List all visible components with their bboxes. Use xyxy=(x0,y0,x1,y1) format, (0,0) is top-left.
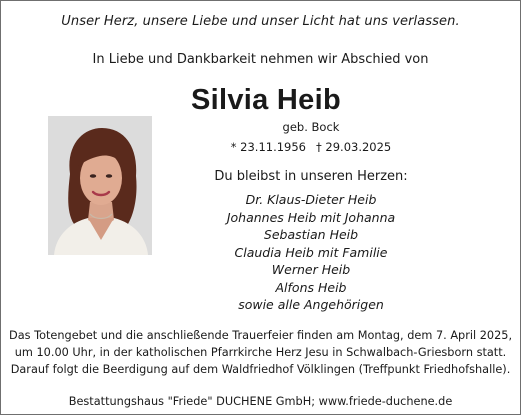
funeral-home-footer: Bestattungshaus "Friede" DUCHENE GmbH; www.friede-duchene.de xyxy=(68,395,453,408)
heart-line: Du bleibst in unseren Herzen: xyxy=(214,169,408,184)
service-line: Das Totengebet und die anschließende Trauerfeier finden am Montag, dem 7. April 2025, xyxy=(9,329,513,342)
mourner-item: sowie alle Angehörigen xyxy=(238,297,384,312)
death-date: † 29.03.2025 xyxy=(316,140,392,154)
mourner-item: Dr. Klaus-Dieter Heib xyxy=(245,192,377,207)
maiden-name: geb. Bock xyxy=(282,120,340,134)
service-details xyxy=(9,327,512,378)
service-line: Darauf folgt die Beerdigung auf dem Waldfriedhof Völklingen (Treffpunkt Friedhofshalle). xyxy=(10,363,511,376)
deceased-name: Silvia Heib xyxy=(191,84,341,116)
life-dates xyxy=(161,140,461,154)
service-line: um 10.00 Uhr, in der katholischen Pfarrkirche Herz Jesu in Schwalbach-Griesborn statt. xyxy=(14,346,507,359)
mourner-item: Johannes Heib mit Johanna xyxy=(226,209,396,225)
birth-date: * 23.11.1956 xyxy=(230,140,306,154)
motto-line: Unser Herz, unsere Liebe und unser Licht hat uns verlassen. xyxy=(61,14,460,29)
intro-line: In Liebe und Dankbarkeit nehmen wir Abschied von xyxy=(92,52,429,67)
mourners-list xyxy=(161,191,461,314)
mourner-item: Alfons Heib xyxy=(275,279,347,295)
mourner-item: Werner Heib xyxy=(271,262,351,277)
portrait-photo xyxy=(48,116,152,255)
mourner-item: Sebastian Heib xyxy=(263,227,359,242)
mourner-item: Claudia Heib mit Familie xyxy=(234,244,388,260)
